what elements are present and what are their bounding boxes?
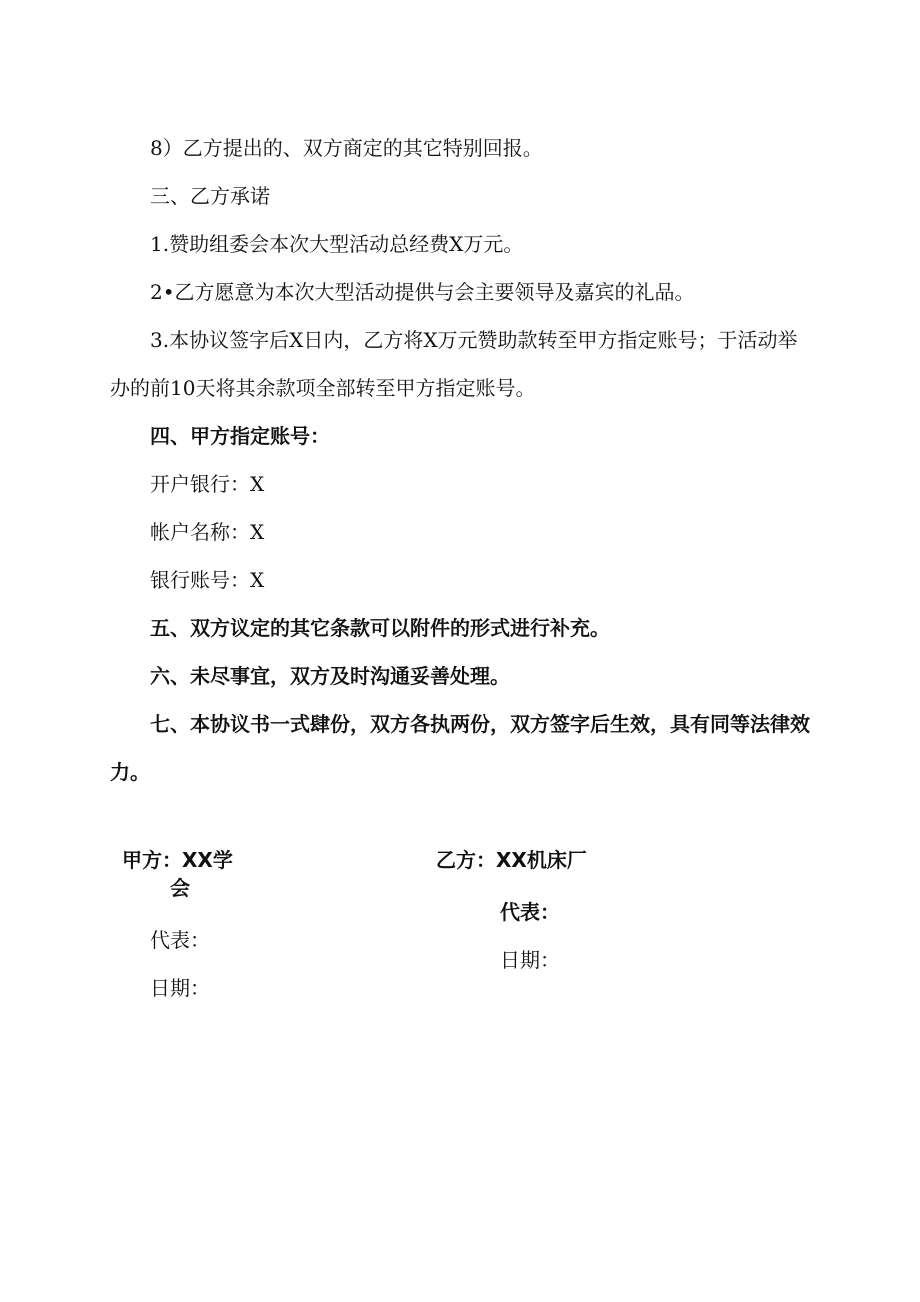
- section-3-heading: 三、乙方承诺: [150, 184, 270, 208]
- party-b-representative: 代表：: [500, 900, 560, 924]
- section-3-item-2: 2•乙方愿意为本次大型活动提供与会主要领导及嘉宾的礼品。: [150, 280, 695, 304]
- party-a-name-line2: 会: [170, 876, 190, 900]
- return-item-8: 8）乙方提出的、双方商定的其它特别回报。: [150, 136, 543, 160]
- section-4-heading: 四、甲方指定账号：: [150, 424, 330, 448]
- bank-name: 开户银行：X: [150, 472, 265, 496]
- party-a-date: 日期：: [150, 976, 210, 1000]
- section-3-item-3: 3.本协议签字后X日内，乙方将X万元赞助款转至甲方指定账号；于活动举办的前10天将其余款项全部转至甲方指定账号。: [110, 328, 798, 400]
- account-number: 银行账号：X: [150, 568, 265, 592]
- party-b-date: 日期：: [500, 948, 560, 972]
- account-name: 帐户名称：X: [150, 520, 265, 544]
- section-3-item-1: 1.赞助组委会本次大型活动总经费X万元。: [150, 232, 524, 256]
- section-6: 六、未尽事宜，双方及时沟通妥善处理。: [150, 664, 510, 688]
- party-b-name: 乙方：XX机床厂: [436, 848, 587, 872]
- section-5: 五、双方议定的其它条款可以附件的形式进行补充。: [150, 616, 610, 640]
- section-7: 七、本协议书一式肆份，双方各执两份，双方签字后生效，具有同等法律效力。: [110, 712, 810, 784]
- party-a-name-line1: 甲方：XX学: [122, 848, 233, 872]
- party-a-representative: 代表：: [150, 928, 210, 952]
